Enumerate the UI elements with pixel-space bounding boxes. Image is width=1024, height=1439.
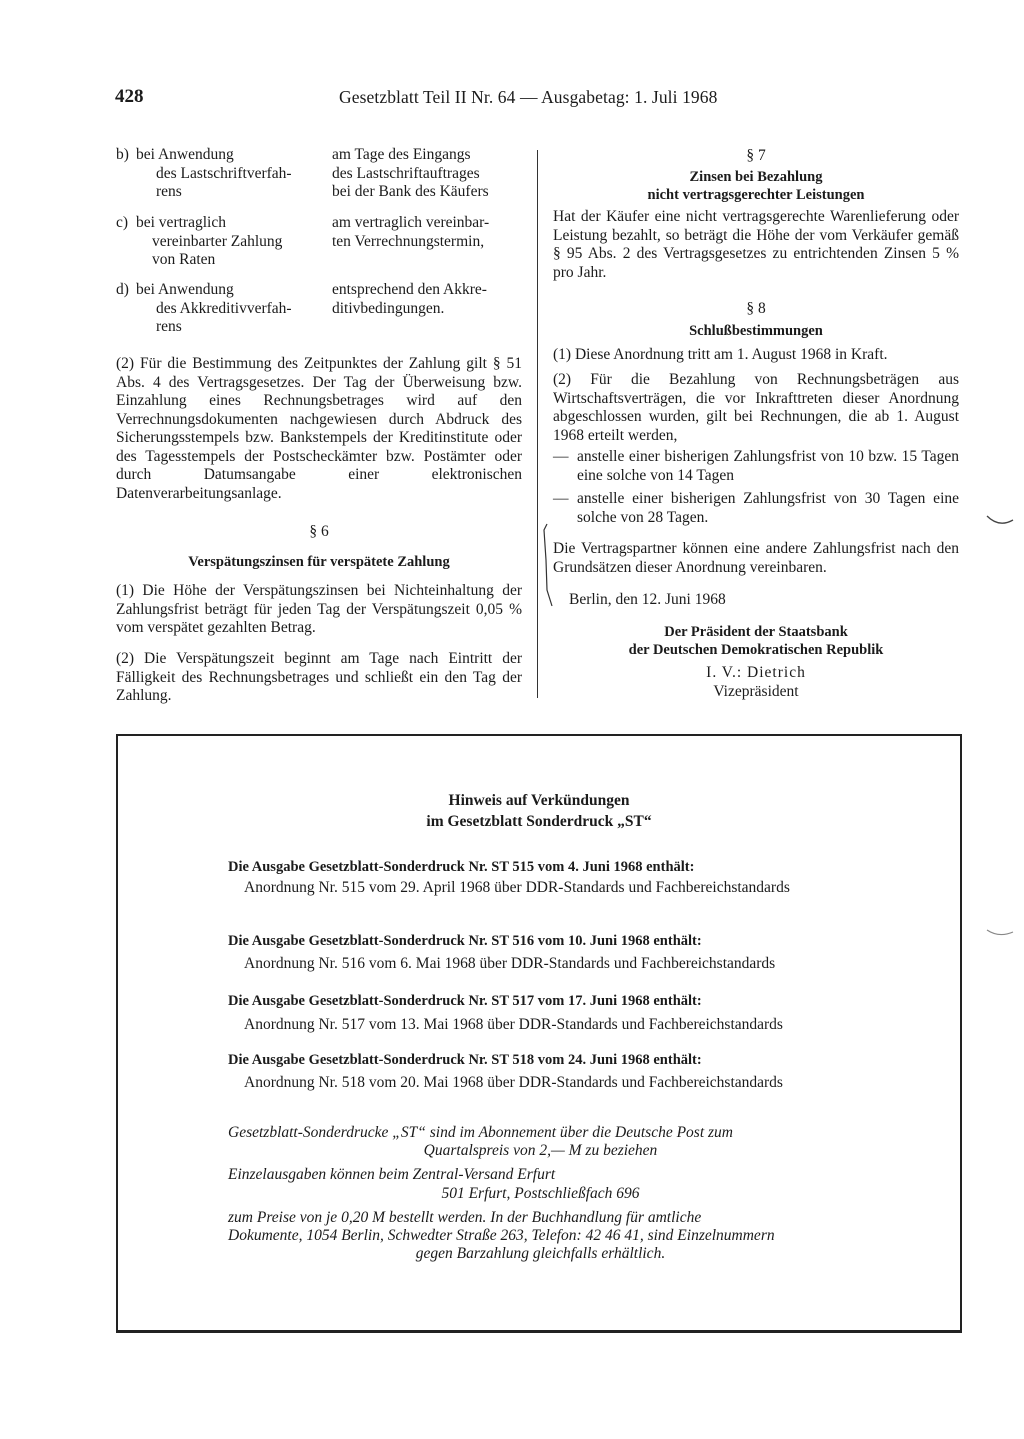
- margin-bracket-mark: [538, 520, 558, 610]
- section-8-paragraph-1: (1) Diese Anordnung tritt am 1. August 1968 in Kraft.: [553, 346, 888, 363]
- item-value: [332, 214, 522, 251]
- value-line: des Lastschriftauftrages: [332, 164, 480, 182]
- section-6-paragraph-1: (1) Die Höhe der Verspätungszinsen bei Nichteinhaltung der Zahlungsfrist beträgt für jeden Tag der Verspätungszeit 0,05 % vom verspätet gezahlten Betrag.: [116, 582, 522, 636]
- desc-line: bei Anwendung: [136, 146, 234, 163]
- section-8-title: Schlußbestimmungen: [689, 323, 823, 339]
- entry-body: Anordnung Nr. 516 vom 6. Mai 1968 über DDR-Standards und Fachbereichstandards: [244, 955, 776, 972]
- section-7-title-line-2: nicht vertragsgerechter Leistungen: [647, 187, 865, 203]
- signature-title-2: der Deutschen Demokratischen Republik: [628, 642, 884, 658]
- section-7-number: § 7: [746, 147, 766, 164]
- footer-line: zum Preise von je 0,20 M bestellt werden. In der Buchhandlung für amtliche: [228, 1209, 702, 1226]
- item-value: [332, 281, 522, 318]
- section-6-number: § 6: [309, 523, 329, 540]
- dash-marker: —: [553, 490, 569, 507]
- signature-role: Vizepräsident: [713, 683, 799, 700]
- list-item-text: anstelle einer bisherigen Zahlungsfrist von 30 Tagen eine solche von 28 Tagen.: [577, 490, 959, 526]
- value-line: am vertraglich vereinbar-: [332, 214, 490, 231]
- desc-line: bei Anwendung: [136, 281, 234, 298]
- page-header: [115, 86, 965, 114]
- dash-list: [553, 448, 959, 526]
- footer-line: Gesetzblatt-Sonderdrucke „ST“ sind im Abonnement über die Deutsche Post zum: [228, 1124, 733, 1141]
- scan-mark: [985, 510, 1015, 530]
- notice-title-line-1: Hinweis auf Verkündungen: [448, 792, 630, 809]
- footer-line: Dokumente, 1054 Berlin, Schwedter Straße 263, Telefon: 42 46 41, sind Einzelnummern: [228, 1227, 775, 1244]
- item-value: [332, 146, 522, 202]
- value-line: ditivbedingungen.: [332, 299, 445, 317]
- dash-marker: —: [553, 448, 569, 465]
- footer-line: Quartalspreis von 2,— M zu beziehen: [423, 1142, 658, 1159]
- page-number: 428: [115, 86, 144, 107]
- item-description: [136, 146, 321, 202]
- entry-heading: Die Ausgabe Gesetzblatt-Sonderdruck Nr. ST 516 vom 10. Juni 1968 enthält:: [228, 933, 702, 949]
- paragraph-2: (2) Für die Bestimmung des Zeitpunktes der Zahlung gilt § 51 Abs. 4 des Vertragsgesetzes. Der Tag der Überweisung bzw. Einzahlung eines Rechnungsbetrages wird auf den Verrechnungsdokumenten nachgewiesen durch Abdruck des Sicherungsstempels bzw. Bankstempels der Kreditinstitute oder des Tagesstempels der Postscheckämter bzw. Postämter oder durch Datumsangabe einer elektronischen Datenverarbeitungsanlage.: [116, 355, 522, 502]
- desc-line: bei vertraglich: [136, 214, 226, 231]
- footer-line: 501 Erfurt, Postschließfach 696: [441, 1185, 640, 1202]
- list-item-text: anstelle einer bisherigen Zahlungsfrist von 10 bzw. 15 Tagen eine solche von 14 Tagen: [577, 448, 959, 484]
- desc-line: des Akkreditivverfah-: [156, 299, 292, 317]
- section-6-paragraph-2: (2) Die Verspätungszeit beginnt am Tage nach Eintritt der Fälligkeit des Rechnungsbetrages und schließt ein den Tag der Zahlung.: [116, 650, 522, 704]
- section-7-paragraph: Hat der Käufer eine nicht vertragsgerechte Warenlieferung oder Leistung bezahlt, so beträgt die Höhe der vom Verkäufer gemäß § 95 Abs. 2 des Vertragsgesetzes zu entrichtenden Zinsen 5 % pro Jahr.: [553, 208, 959, 281]
- desc-line: des Lastschriftverfah-: [156, 164, 292, 182]
- place-date: Berlin, den 12. Juni 1968: [569, 591, 726, 608]
- footer-line: Einzelausgaben können beim Zentral-Versand Erfurt: [228, 1166, 556, 1183]
- item-label: d): [116, 281, 129, 298]
- signature-name: I. V.: Dietrich: [706, 664, 806, 681]
- item-label: b): [116, 146, 129, 163]
- value-line: bei der Bank des Käufers: [332, 183, 489, 200]
- section-6-title: Verspätungszinsen für verspätete Zahlung: [188, 554, 450, 570]
- scan-mark: [985, 922, 1015, 942]
- column-divider: [537, 150, 538, 698]
- item-description: [136, 281, 321, 337]
- desc-line: vereinbarter Zahlung: [152, 232, 283, 250]
- entry-heading: Die Ausgabe Gesetzblatt-Sonderdruck Nr. ST 518 vom 24. Juni 1968 enthält:: [228, 1052, 702, 1068]
- item-description: [136, 214, 321, 270]
- notice-title-line-2: im Gesetzblatt Sonderdruck „ST“: [426, 813, 652, 830]
- section-8-paragraph-2: (2) Für die Bezahlung von Rechnungsbeträgen aus Wirtschaftsverträgen, die vor Inkrafttreten dieser Anordnung abgeschlossen wurden, gilt bei Rechnungen, die ab 1. August 1968 erteilt werden,: [553, 371, 959, 444]
- desc-line: rens: [156, 183, 182, 200]
- footer-line: gegen Barzahlung gleichfalls erhältlich.: [415, 1245, 666, 1262]
- notice-box: [116, 734, 962, 1333]
- entry-body: Anordnung Nr. 517 vom 13. Mai 1968 über DDR-Standards und Fachbereichstandards: [244, 1016, 783, 1033]
- entry-heading: Die Ausgabe Gesetzblatt-Sonderdruck Nr. ST 515 vom 4. Juni 1968 enthält:: [228, 859, 695, 875]
- section-8-paragraph-3: Die Vertragspartner können eine andere Zahlungsfrist nach den Grundsätzen dieser Anordnung vereinbaren.: [553, 540, 959, 576]
- desc-line: von Raten: [152, 251, 216, 268]
- entry-body: Anordnung Nr. 518 vom 20. Mai 1968 über DDR-Standards und Fachbereichstandards: [244, 1074, 783, 1091]
- entry-body: Anordnung Nr. 515 vom 29. April 1968 über DDR-Standards und Fachbereichstandards: [244, 879, 790, 896]
- item-label: c): [116, 214, 129, 231]
- desc-line: rens: [156, 318, 182, 335]
- value-line: ten Verrechnungstermin,: [332, 232, 485, 250]
- header-title: Gesetzblatt Teil II Nr. 64 — Ausgabetag: 1. Juli 1968: [339, 87, 718, 107]
- value-line: am Tage des Eingangs: [332, 146, 471, 163]
- value-line: entsprechend den Akkre-: [332, 281, 487, 298]
- entry-heading: Die Ausgabe Gesetzblatt-Sonderdruck Nr. ST 517 vom 17. Juni 1968 enthält:: [228, 993, 702, 1009]
- signature-title-1: Der Präsident der Staatsbank: [664, 624, 848, 640]
- section-7-title-line-1: Zinsen bei Bezahlung: [689, 169, 823, 185]
- section-8-number: § 8: [746, 300, 766, 317]
